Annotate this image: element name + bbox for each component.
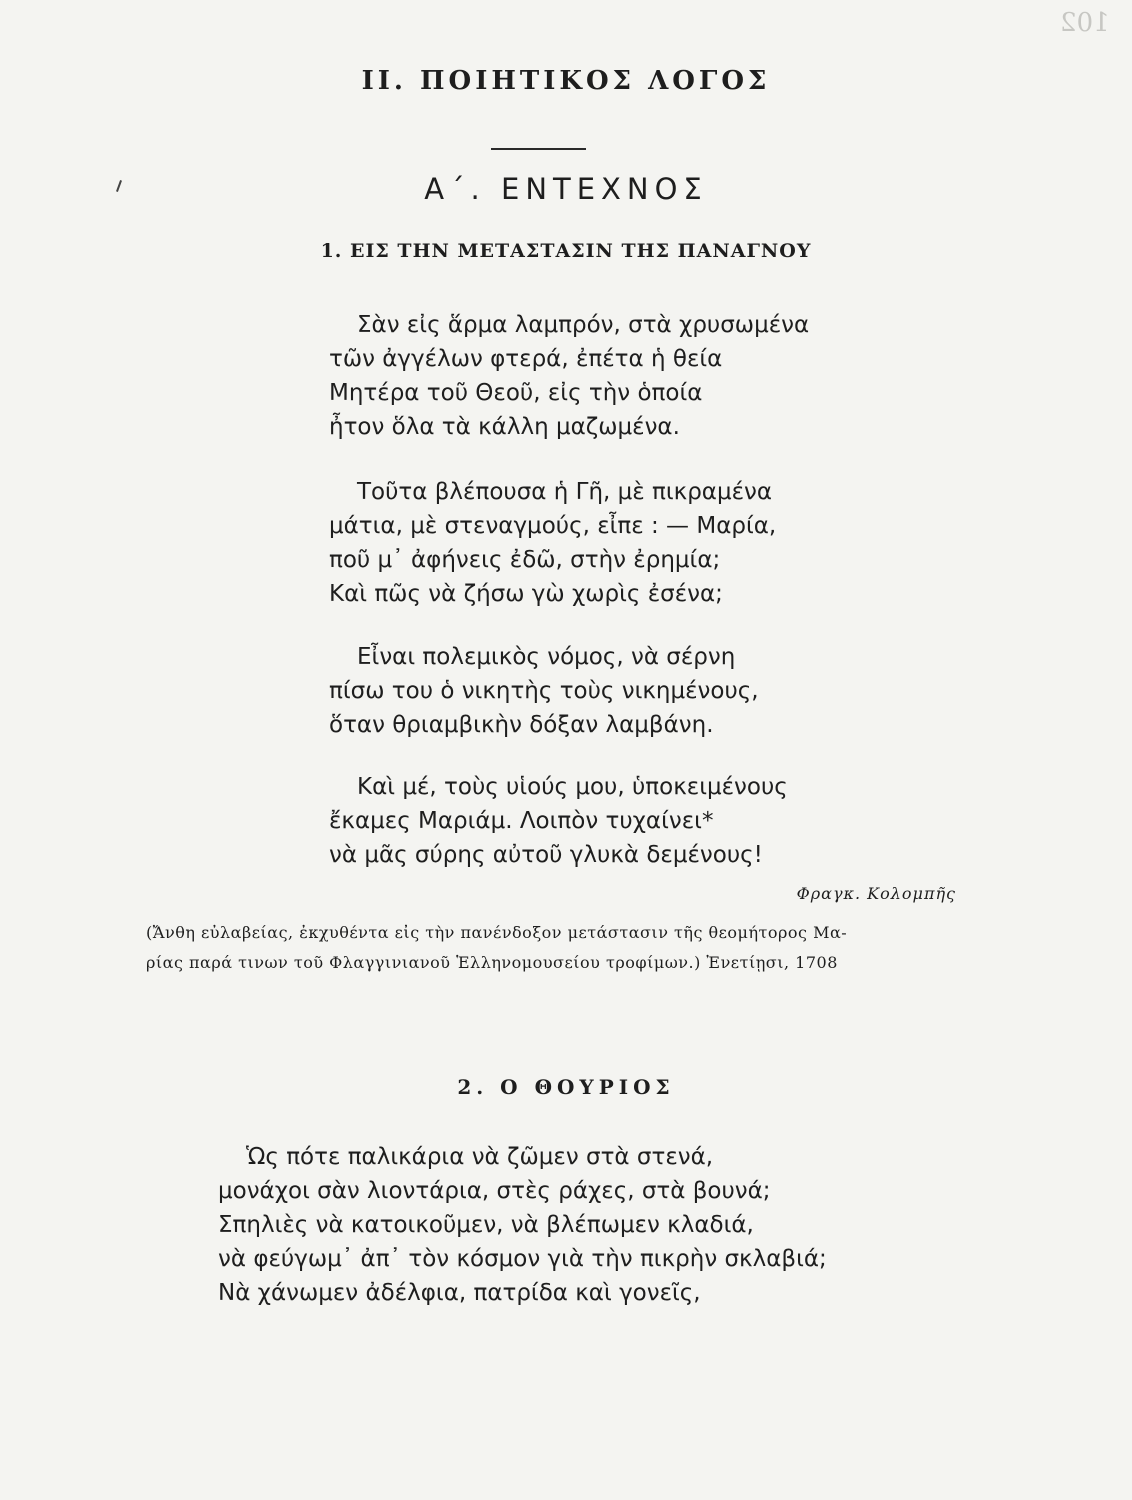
poem-line: Καὶ πῶς νὰ ζήσω γὼ χωρὶς ἐσένα; — [329, 581, 723, 607]
poem-line: μονάχοι σὰν λιοντάρια, στὲς ράχες, στὰ βουνά; — [218, 1178, 771, 1204]
poem-1-source-note — [146, 918, 1008, 978]
source-note-line: ρίας παρά τινων τοῦ Φλαγγινιανοῦ Ἑλληνομουσείου τροφίμων.) Ἐνετίῃσι, 1708 — [146, 953, 838, 972]
poem-line: Εἶναι πολεμικὸς νόμος, νὰ σέρνη — [357, 644, 736, 670]
poem-line: Σπηλιὲς νὰ κατοικοῦμεν, νὰ βλέπωμεν κλαδιά, — [218, 1212, 754, 1238]
poem-line: ποῦ μ᾽ ἀφήνεις ἐδῶ, στὴν ἐρημία; — [329, 547, 721, 573]
poem-line: πίσω του ὁ νικητὴς τοὺς νικημένους, — [329, 678, 759, 704]
subsection-title: Α΄. ΕΝΤΕΧΝΟΣ — [424, 172, 708, 206]
poem-line: Νὰ χάνωμεν ἀδέλφια, πατρίδα καὶ γονεῖς, — [218, 1280, 701, 1306]
poem-line: Ὡς πότε παλικάρια νὰ ζῶμεν στὰ στενά, — [246, 1144, 714, 1170]
page-number: 102 — [1060, 8, 1110, 38]
poem-line: ἦτον ὅλα τὰ κάλλη μαζωμένα. — [329, 414, 680, 440]
poem-line: Σὰν εἰς ἅρμα λαμπρόν, στὰ χρυσωμένα — [357, 312, 810, 338]
section-title: II. ΠΟΙΗΤΙΚΟΣ ΛΟΓΟΣ — [361, 66, 771, 96]
title-divider — [491, 148, 586, 150]
poem-2-stanza-1 — [218, 1140, 827, 1310]
poem-line: Καὶ μέ, τοὺς υἱούς μου, ὑποκειμένους — [357, 774, 788, 800]
poem-1-stanza-3 — [329, 640, 759, 742]
poem-1-stanza-4 — [329, 770, 788, 872]
poem-1-stanza-1 — [329, 308, 809, 444]
poem-line: νὰ μᾶς σύρης αὐτοῦ γλυκὰ δεμένους! — [329, 842, 763, 868]
poem-line: νὰ φεύγωμ᾽ ἀπ᾽ τὸν κόσμον γιὰ τὴν πικρὴν σκλαβιά; — [218, 1246, 827, 1272]
poem-line: ὅταν θριαμβικὴν δόξαν λαμβάνη. — [329, 712, 714, 738]
poem-line: τῶν ἀγγέλων φτερά, ἐπέτα ἡ θεία — [329, 346, 723, 372]
poem-line: μάτια, μὲ στεναγμούς, εἶπε : — Μαρία, — [329, 513, 777, 539]
poem-1-attribution: Φραγκ. Κολομπῆς — [796, 884, 956, 903]
poem-line: ἔκαμες Μαριάμ. Λοιπὸν τυχαίνει* — [329, 808, 714, 834]
poem-1-title: 1. ΕΙΣ ΤΗΝ ΜΕΤΑΣΤΑΣΙΝ ΤΗΣ ΠΑΝΑΓΝΟΥ — [320, 240, 812, 262]
poem-1-stanza-2 — [329, 475, 776, 611]
poem-2-title: 2. Ο ΘΟΥΡΙΟΣ — [457, 1075, 675, 1099]
source-note-line: (Ἄνθη εὐλαβείας, ἐκχυθέντα εἰς τὴν πανένδοξον μετάστασιν τῆς θεομήτορος Μα- — [146, 923, 848, 942]
poem-line: Τοῦτα βλέπουσα ἡ Γῆ, μὲ πικραμένα — [357, 479, 773, 505]
poem-line: Μητέρα τοῦ Θεοῦ, εἰς τὴν ὁποία — [329, 380, 703, 406]
